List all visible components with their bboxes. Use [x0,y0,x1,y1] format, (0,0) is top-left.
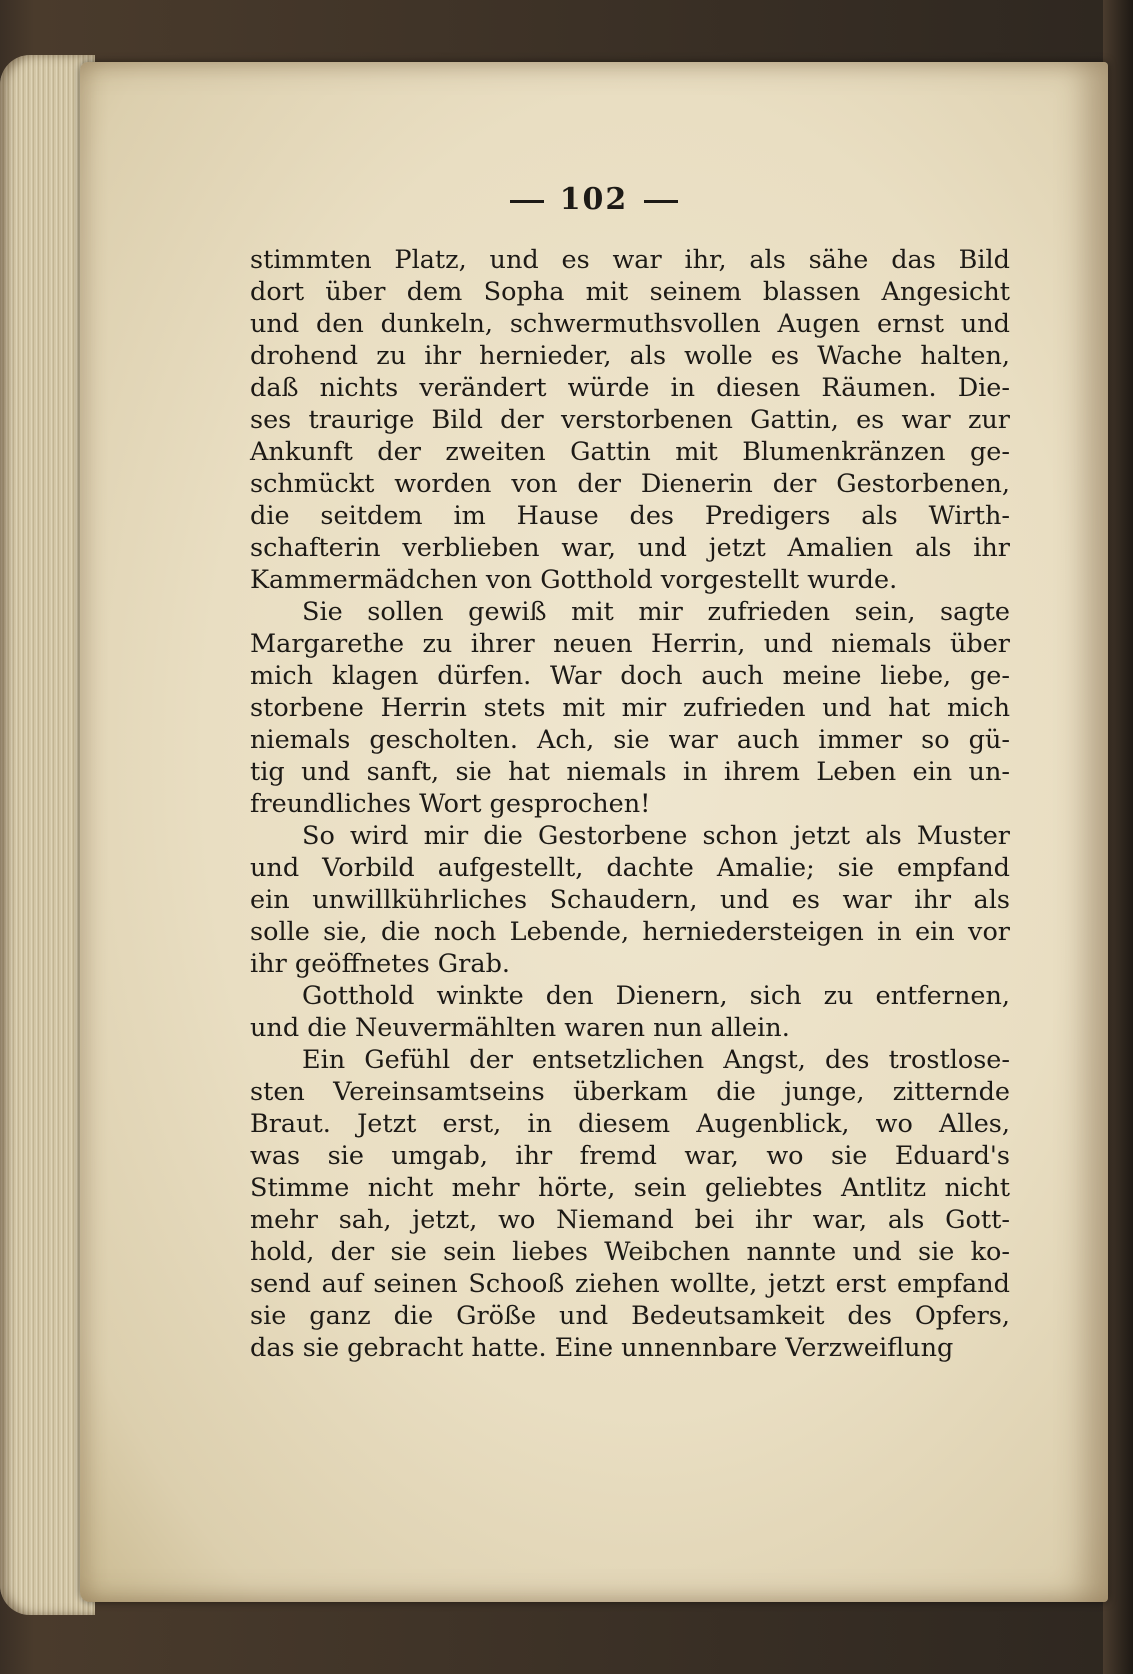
text-line: dort über dem Sopha mit seinem blassen Angesicht [250,277,1010,307]
text-line: mehr sah, jetzt, wo Niemand bei ihr war, als Gott- [250,1205,1010,1235]
text-line: was sie umgab, ihr fremd war, wo sie Eduard's [250,1141,1010,1171]
text-line: und die Neuvermählten waren nun allein. [250,1013,790,1043]
text-line: sten Vereinsamtseins überkam die junge, zitternde [250,1077,1010,1107]
text-line: Braut. Jetzt erst, in diesem Augenblick, wo Alles, [250,1109,1010,1139]
text-line: freundliches Wort gesprochen! [250,789,651,819]
text-line: Ein Gefühl der entsetzlichen Angst, des trostlose- [302,1045,1010,1075]
text-line: Kammermädchen von Gotthold vorgestellt wurde. [250,565,898,595]
text-line: So wird mir die Gestorbene schon jetzt als Muster [302,821,1010,851]
text-line: ihr geöffnetes Grab. [250,949,510,979]
text-line: daß nichts verändert würde in diesen Räumen. Die- [250,373,1010,403]
text-line: send auf seinen Schooß ziehen wollte, jetzt erst empfand [250,1269,1010,1299]
text-line: und Vorbild aufgestellt, dachte Amalie; sie empfand [250,853,1010,883]
right-dash [644,200,678,203]
text-line: solle sie, die noch Lebende, herniedersteigen in ein vor [250,917,1010,947]
text-line: mich klagen dürfen. War doch auch meine liebe, ge- [250,661,1010,691]
text-line: storbene Herrin stets mit mir zufrieden und hat mich [250,693,1010,723]
text-line: schmückt worden von der Dienerin der Gestorbenen, [250,469,1010,499]
left-dash [510,200,544,203]
text-line: Margarethe zu ihrer neuen Herrin, und niemals über [250,629,1010,659]
paragraph [250,244,1010,596]
body-text [250,244,1010,1364]
text-line: schafterin verblieben war, und jetzt Amalien als ihr [250,533,1010,563]
text-line: ein unwillkührliches Schaudern, und es war ihr als [250,885,1010,915]
text-line: die seitdem im Hause des Predigers als Wirth- [250,501,1010,531]
paragraph [250,596,1010,820]
text-line: Stimme nicht mehr hörte, sein geliebtes Antlitz nicht [250,1173,1010,1203]
text-line: Sie sollen gewiß mit mir zufrieden sein, sagte [302,597,1010,627]
text-line: sie ganz die Größe und Bedeutsamkeit des Opfers, [250,1301,1010,1331]
text-line: hold, der sie sein liebes Weibchen nannte und sie ko- [250,1237,1010,1267]
page-number-header [80,182,1108,217]
text-line: tig und sanft, sie hat niemals in ihrem Leben ein un- [250,757,1010,787]
text-line: ses traurige Bild der verstorbenen Gattin, es war zur [250,405,1010,435]
text-line: und den dunkeln, schwermuthsvollen Augen ernst und [250,309,1010,339]
text-line: das sie gebracht hatte. Eine unnennbare Verzweiflung [250,1333,954,1363]
page-number: 102 [559,182,629,217]
paragraph [250,1044,1010,1364]
text-line: niemals gescholten. Ach, sie war auch immer so gü- [250,725,1010,755]
paragraph [250,980,1010,1044]
book-page [80,62,1108,1602]
text-line: drohend zu ihr hernieder, als wolle es Wache halten, [250,341,1010,371]
text-line: Gotthold winkte den Dienern, sich zu entfernen, [302,981,1010,1011]
text-line: Ankunft der zweiten Gattin mit Blumenkränzen ge- [250,437,1010,467]
paragraph [250,820,1010,980]
text-line: stimmten Platz, und es war ihr, als sähe das Bild [250,245,1010,275]
